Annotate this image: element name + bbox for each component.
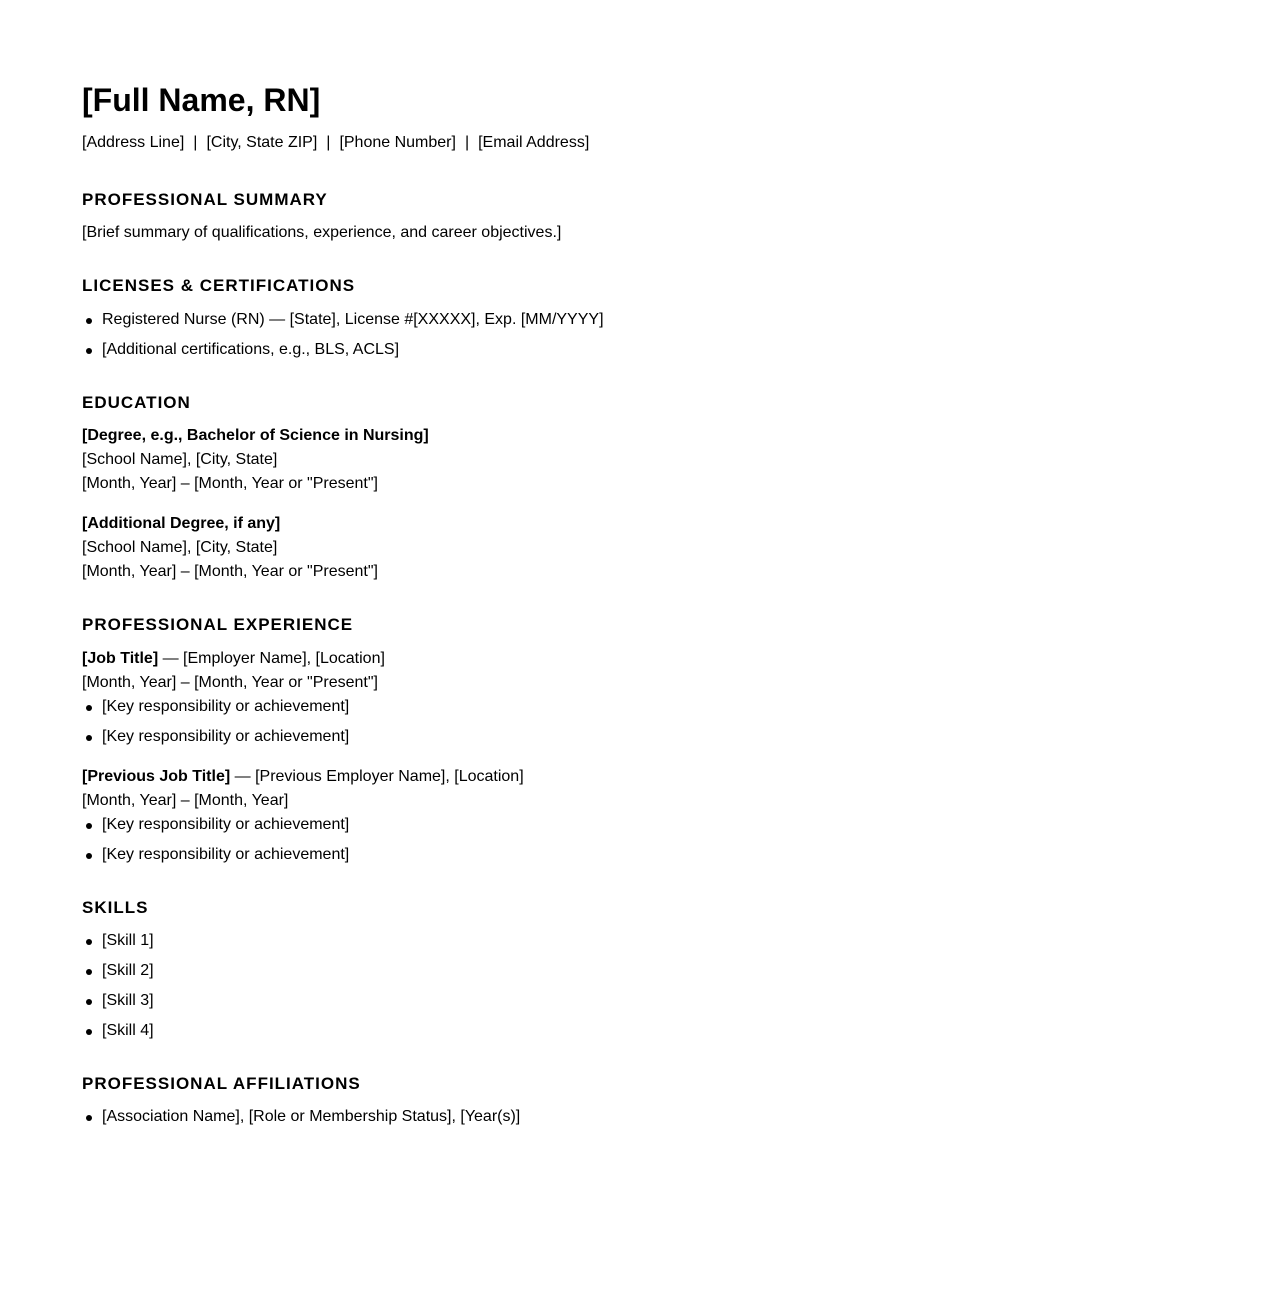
affiliation-item: [Association Name], [Role or Membership Status], [Year(s)] <box>82 1106 520 1128</box>
skill-item: [Skill 3] <box>82 990 154 1012</box>
job-title: [Previous Job Title] <box>82 768 231 785</box>
skill-item: [Skill 1] <box>82 930 154 952</box>
job-dates: [Month, Year] – [Month, Year] <box>82 792 289 809</box>
skill-item: [Skill 4] <box>82 1020 154 1042</box>
skill-item: [Skill 2] <box>82 960 154 982</box>
contact-email: [Email Address] <box>478 134 590 151</box>
job-header <box>82 766 524 788</box>
job-header <box>82 648 385 670</box>
job-employer: — [Previous Employer Name], [Location] <box>230 768 524 785</box>
job-bullet: [Key responsibility or achievement] <box>82 814 349 836</box>
contact-separator: | <box>464 134 470 151</box>
license-item: Registered Nurse (RN) — [State], License #[XXXXX], Exp. [MM/YYYY] <box>82 309 604 331</box>
education-degree: [Degree, e.g., Bachelor of Science in Nursing] <box>82 427 429 444</box>
affiliations-heading: PROFESSIONAL AFFILIATIONS <box>82 1074 361 1093</box>
full-name: [Full Name, RN] <box>82 82 321 118</box>
education-degree: [Additional Degree, if any] <box>82 515 281 532</box>
skills-heading: SKILLS <box>82 898 149 917</box>
job-bullet: [Key responsibility or achievement] <box>82 696 349 718</box>
contact-separator: | <box>193 134 198 151</box>
contact-address: [Address Line] <box>82 134 185 151</box>
summary-heading: PROFESSIONAL SUMMARY <box>82 190 328 209</box>
education-dates: [Month, Year] – [Month, Year or "Present"] <box>82 563 378 580</box>
job-employer: — [Employer Name], [Location] <box>158 650 385 667</box>
job-dates: [Month, Year] – [Month, Year or "Present"] <box>82 674 378 691</box>
experience-heading: PROFESSIONAL EXPERIENCE <box>82 615 354 634</box>
license-item: [Additional certifications, e.g., BLS, ACLS] <box>82 339 399 361</box>
job-bullet: [Key responsibility or achievement] <box>82 726 349 748</box>
contact-line <box>82 132 589 154</box>
licenses-heading: LICENSES & CERTIFICATIONS <box>82 276 356 295</box>
job-bullet: [Key responsibility or achievement] <box>82 844 349 866</box>
education-dates: [Month, Year] – [Month, Year or "Present"] <box>82 475 378 492</box>
education-school: [School Name], [City, State] <box>82 451 278 468</box>
job-title: [Job Title] <box>82 650 159 667</box>
summary-text: [Brief summary of qualifications, experience, and career objectives.] <box>82 224 562 241</box>
contact-phone: [Phone Number] <box>339 134 456 151</box>
contact-separator: | <box>326 134 331 151</box>
contact-city: [City, State ZIP] <box>206 134 318 151</box>
education-school: [School Name], [City, State] <box>82 539 278 556</box>
education-heading: EDUCATION <box>82 393 191 412</box>
